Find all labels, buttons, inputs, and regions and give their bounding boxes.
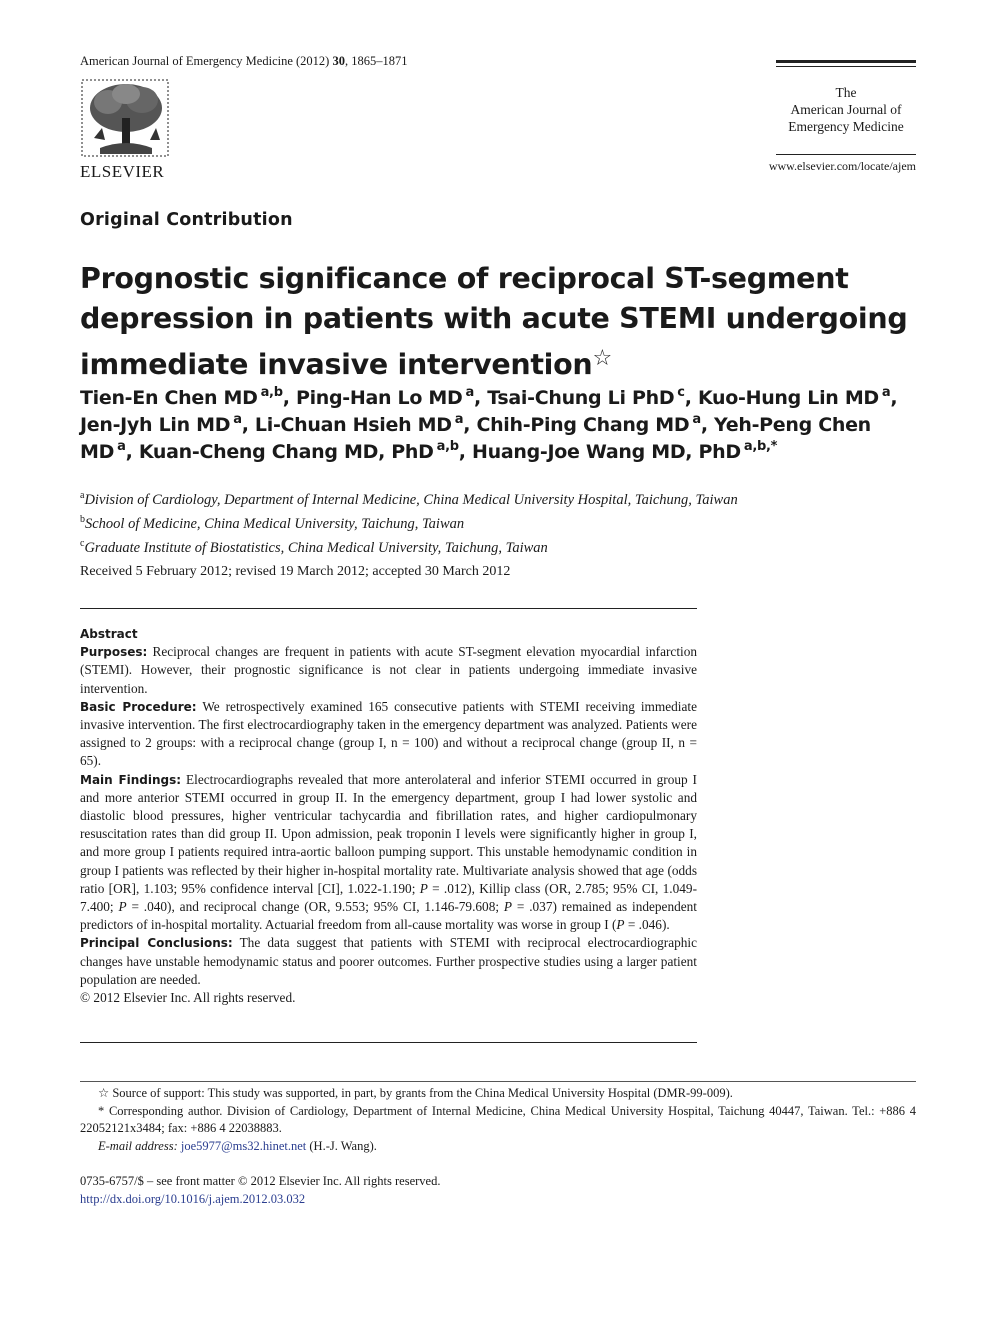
- doi-link[interactable]: http://dx.doi.org/10.1016/j.ajem.2012.03.032: [80, 1191, 306, 1206]
- masthead-rule-top: [776, 60, 916, 63]
- author-affiliation-mark[interactable]: a: [233, 412, 242, 427]
- author-name: Huang-Joe Wang MD, PhD: [472, 441, 741, 463]
- citation-prefix: American Journal of Emergency Medicine (2012): [80, 54, 330, 68]
- conclusions-text: The data suggest that patients with STEMI with reciprocal electrocardiographic changes have unstable hemodynamic status and poorer outcomes. Further prospective studies using a larger patient population are needed.: [80, 935, 697, 987]
- citation-pages: , 1865–1871: [344, 54, 408, 68]
- affiliation-item: [80, 510, 738, 534]
- affiliation-text: School of Medicine, China Medical University, Taichung, Taiwan: [85, 515, 465, 532]
- author-separator: ,: [474, 387, 488, 409]
- author-separator: ,: [890, 387, 898, 409]
- affiliation-text: Division of Cardiology, Department of Internal Medicine, China Medical University Hospital, Taichung, Taiwan: [84, 491, 738, 508]
- author-name: Tien-En Chen MD: [80, 387, 258, 409]
- author-name: Yeh-Peng Chen MD: [80, 414, 871, 463]
- abstract-conclusions: [80, 934, 697, 989]
- abstract-copyright: © 2012 Elsevier Inc. All rights reserved.: [80, 990, 296, 1006]
- corresponding-mark: *: [98, 1103, 105, 1118]
- elsevier-tree-icon: [80, 78, 172, 160]
- journal-url[interactable]: www.elsevier.com/locate/ajem: [768, 159, 916, 173]
- email-owner: (H.-J. Wang).: [309, 1138, 377, 1153]
- front-matter: [80, 1173, 440, 1208]
- author-affiliation-mark[interactable]: a: [881, 385, 891, 400]
- author-list: [80, 385, 920, 466]
- affiliation-item: [80, 486, 738, 510]
- affiliation-mark: a: [80, 490, 85, 501]
- abstract-purposes: [80, 643, 697, 698]
- footnote-email: [80, 1138, 916, 1156]
- author-affiliation-mark[interactable]: a: [454, 412, 464, 427]
- p-symbol: P: [616, 917, 625, 933]
- findings-text-1: Electrocardiographs revealed that more anterolateral and inferior STEMI occurred in group I and more anterior STEMI occurred in group II. In the emergency department, group I had lower systolic and diastolic blood pressures, higher ventricular tachycardia and fibrillation rates, and higher cardiopulmonary resuscitation rates than did group II. Upon admission, peak troponin I levels were significantly higher in group I, and more group I patients required intra-aortic balloon pumping support. This unstable hemodynamic condition in group I patients was reflected by their higher in-hospital mortality rate. Multivariate analysis showed that age (odds ratio [OR], 1.103; 95% confidence interval [CI], 1.022-1.190;: [80, 771, 697, 896]
- author-name: Chih-Ping Chang MD: [476, 414, 690, 436]
- abstract-heading: Abstract: [80, 627, 138, 641]
- author-affiliation-mark[interactable]: a,b: [436, 439, 459, 454]
- article-title-text: Prognostic significance of reciprocal ST-segment depression in patients with acute STEMI undergoing immediate invasive intervention: [80, 262, 908, 381]
- findings-text-5: = .046).: [624, 917, 670, 933]
- findings-text-3: = .040), and reciprocal change (OR, 9.553; 95% CI, 1.146-79.608;: [126, 899, 504, 915]
- author-separator: ,: [125, 441, 139, 463]
- issn-line: 0735-6757/$ – see front matter © 2012 Elsevier Inc. All rights reserved.: [80, 1174, 441, 1188]
- affiliation-text: Graduate Institute of Biostatistics, China Medical University, Taichung, Taiwan: [84, 539, 548, 556]
- footnotes: [80, 1085, 916, 1155]
- author-name: Li-Chuan Hsieh MD: [254, 414, 452, 436]
- journal-name-line1: The: [835, 85, 857, 100]
- author-separator: ,: [700, 414, 715, 436]
- author-separator: ,: [458, 441, 472, 463]
- author-separator: ,: [282, 387, 296, 409]
- footnote-rule: [80, 1081, 916, 1082]
- conclusions-heading: Principal Conclusions:: [80, 936, 233, 951]
- affiliation-mark: b: [80, 513, 85, 525]
- author-affiliation-mark[interactable]: a: [465, 385, 474, 400]
- corresponding-text: Corresponding author. Division of Cardiology, Department of Internal Medicine, China Medical University Hospital, Taichung 40447, Taiwan. Tel.: +886 4 22052121x3484; fax: +886 4 22038883.: [80, 1103, 917, 1135]
- author-name: Tsai-Chung Li PhD: [487, 387, 675, 409]
- support-text: Source of support: This study was supported, in part, by grants from the China Medical University Hospital (DMR-99-009).: [112, 1086, 733, 1100]
- purposes-text: Reciprocal changes are frequent in patients with acute ST-segment elevation myocardial infarction (STEMI). However, their prognostic significance is not clear in patients undergoing immediate invasive intervention.: [80, 644, 698, 696]
- support-star-icon: ☆: [98, 1086, 110, 1100]
- author-name: Ping-Han Lo MD: [295, 387, 463, 409]
- author-name: Kuan-Cheng Chang MD, PhD: [138, 441, 434, 463]
- citation-volume: 30: [332, 54, 345, 68]
- affiliation-list: [80, 486, 738, 557]
- elsevier-logo: [80, 78, 172, 182]
- purposes-heading: Purposes:: [80, 645, 148, 660]
- journal-name: [776, 67, 916, 151]
- p-symbol: P: [118, 899, 127, 915]
- article-title: [80, 259, 925, 385]
- journal-name-line3: Emergency Medicine: [788, 119, 904, 134]
- author-separator: ,: [463, 414, 477, 436]
- journal-masthead: [776, 60, 916, 155]
- procedure-text: We retrospectively examined 165 consecutive patients with STEMI receiving immediate invasive intervention. The first electrocardiography taken in the emergency department was analyzed. Patients were assigned to 2 groups: with a reciprocal change (group I, n = 100) and without a reciprocal change (group II, n = 65).: [80, 698, 697, 769]
- masthead-rule-bottom: [776, 154, 916, 155]
- email-label: E-mail address:: [98, 1138, 178, 1153]
- journal-citation: [80, 54, 407, 69]
- affiliation-mark: c: [80, 537, 85, 549]
- abstract-rule-top: [80, 608, 697, 609]
- author-affiliation-mark[interactable]: c: [677, 385, 685, 400]
- abstract-findings: [80, 771, 697, 935]
- author-affiliation-mark[interactable]: a,b,*: [743, 439, 778, 454]
- procedure-heading: Basic Procedure:: [80, 699, 197, 714]
- author-name: Kuo-Hung Lin MD: [697, 387, 879, 409]
- findings-text-4: = .037) remained as independent predictors of in-hospital mortality. Actuarial freedom from all-cause mortality was worse in group I (: [80, 899, 697, 933]
- footnote-corresponding: [80, 1103, 916, 1138]
- article-dates: Received 5 February 2012; revised 19 March 2012; accepted 30 March 2012: [80, 564, 511, 579]
- publisher-name: ELSEVIER: [80, 162, 165, 181]
- author-affiliation-mark[interactable]: a: [692, 412, 701, 427]
- email-link[interactable]: joe5977@ms32.hinet.net: [180, 1138, 307, 1153]
- author-affiliation-mark[interactable]: a,b: [260, 385, 283, 400]
- abstract-rule-bottom: [80, 1042, 697, 1043]
- findings-heading: Main Findings:: [80, 772, 182, 787]
- abstract: [80, 625, 697, 1007]
- author-name: Jen-Jyh Lin MD: [80, 414, 231, 436]
- findings-text-2: = .012), Killip class (OR, 2.785; 95% CI, 1.049-7.400;: [80, 880, 698, 915]
- p-symbol: P: [503, 899, 513, 915]
- p-symbol: P: [419, 880, 428, 896]
- author-separator: ,: [241, 414, 255, 436]
- footnote-support: [80, 1085, 916, 1103]
- abstract-procedure: [80, 698, 697, 771]
- author-separator: ,: [684, 387, 698, 409]
- affiliation-item: [80, 534, 738, 558]
- article-type: Original Contribution: [80, 210, 293, 230]
- journal-name-line2: American Journal of: [790, 102, 902, 117]
- author-affiliation-mark[interactable]: a: [117, 439, 126, 454]
- title-footnote-star-icon[interactable]: ☆: [592, 346, 612, 371]
